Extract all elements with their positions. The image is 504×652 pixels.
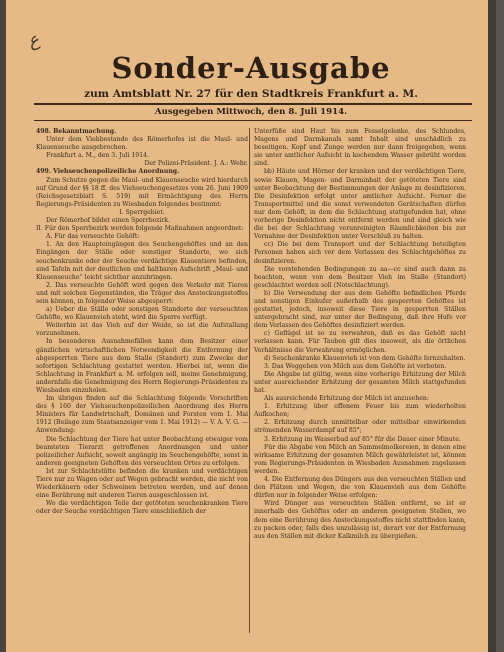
paragraph: 2. Erhitzung durch unmittelbar oder mittelbar einwirkenden strömenden Wasserdampf auf 85°; [254, 419, 466, 435]
paragraph: Unter dem Viehbestande des Römerhofes ist die Maul- und Klauenseuche ausgebrochen. [36, 136, 248, 152]
paragraph: 498. Bekanntmachung. [36, 128, 117, 135]
paragraph: b) Die Verwendung der aus dem Gehöfte befindlichen Pferde und sonstigen Einhufer außerhalb des gesperrten Gehöftes ist gestattet, jedoch, insoweit diese Tiere in gesperrten Ställen untergebracht sind, nur unter der Bedingung, daß ihre Hufe vor dem Verlassen des Gehöftes desinfiziert werden. [254, 289, 466, 330]
paragraph: c) Geflügel ist so zu verwahren, daß es das Gehöft nicht verlassen kann. Für Tauben gilt dies insoweit, als die örtlichen Verhältnisse die Verwahrung ermöglichen. [254, 330, 466, 354]
paragraph: Die vorstehenden Bedingungen zu aa—cc sind auch dann zu beachten, wenn von dem Besitzer Vieh im Stalle (Standort) geschlachtet werden soll (Notschlachtung). [254, 265, 466, 289]
text-column-right [254, 128, 466, 633]
paragraph: bb) Häute und Hörner der kranken und der verdächtigen Tiere, sowie Klauen, Magen- und Darminhalt der getöteten Tiere sind unter Beobachtung der Bestimmungen der Anlage zu desinfizieren. Die Desinfektion erfolgt unter amtlicher Aufsicht. Ferner die Transportmittel und die sonst verwendeten Gerätschaften dürfen nur dem Gehöft, in dem die Schlachtung stattgefunden hat, ohne vorherige Desinfektion nicht entfernt werden und sind gleich wie die bei der Schlachtung verunreinigten Räumlichkeiten bis zur Vornahme der Desinfektion unter Verschluß zu halten. [254, 168, 466, 241]
paragraph: Für die Abgabe von Milch an Sammelmolkereien, in denen eine wirksame Erhitzung der gesamten Milch gewährleistet ist, können vom Regierungs-Präsidenten in Wiesbaden Ausnahmen zugelassen werden. [254, 443, 466, 475]
paragraph: Die Schlachtung der Tiere hat unter Beobachtung etwaiger vom beamteten Tierarzt getroffenen Anordnungen und unter polizeilicher Aufsicht, soweit angängig im Seuchengehöfte, sonst in anderen geeigneten Gehöften des verseuchten Ortes zu erfolgen. [36, 435, 248, 467]
paragraph: Unterfüße sind Haut bis zum Fesselgelenke, des Schlundes, Magens und Darmkanals samt Inhalt sind unschädlich zu beseitigen. Kopf und Zunge werden nur dann freigegeben, wenn sie unter amtlicher Aufsicht in kochendem Wasser gebrüht worden sind. [254, 128, 466, 168]
masthead-rule-bottom [34, 120, 472, 121]
paragraph: II. Für den Sperrbezirk werden folgende Maßnahmen angeordnet: [36, 225, 244, 233]
paragraph: 1. Erhitzung über offenem Feuer bis zum wiederholten Aufkochen; [254, 403, 466, 419]
paragraph: Die Abgabe ist gültig, wenn eine vorherige Erhitzung der Milch unter ausreichender Erhitzung der gesamten Milch stattgefunden hat. [254, 370, 466, 394]
paragraph: 2. Das verseuchte Gehöft wird gegen den Verkehr mit Tieren und mit solchen Gegenständen, die Träger des Ansteckungsstoffes sein können, in folgender Weise abgesperrt: [36, 281, 248, 305]
paragraph: 3. Das Weggeben von Milch aus dem Gehöfte ist verboten. [264, 362, 447, 370]
paragraph: Ist zur Schlachtstätte befinden die kranken und verdächtigen Tiere nur zu Wagen oder auf Wegen gebracht werden, die nicht von Wiederkäuern oder Schweinen betreten werden, und auf denen eine Berührung mit anderen Tieren ausgeschlossen ist. [36, 467, 248, 500]
paragraph: Der Römerhof bildet einen Sperrbezirk. [46, 217, 170, 225]
paragraph: In besonderen Ausnahmefällen kann dem Besitzer einer gänzlichen wirtschaftlichen Notwendigkeit die Entfernung der abgesperrten Tiere aus dem Stalle (Standort) zum Zwecke der sofortigen Schlachtung gestattet werden. Hierbei ist, wenn die Schlachtung in Frankfurt a. M. erfolgen soll, meine Genehmigung, andernfalls die Genehmigung des Herrn Regierungs-Präsidenten zu Wiesbaden einzuholen. [36, 338, 248, 394]
page-edge [488, 0, 496, 652]
issue-dateline: Ausgegeben Mittwoch, den 8. Juli 1914. [154, 107, 348, 117]
paragraph: d) Seuchenkranke Klauenvieh ist von dem Gehöfte fernzuhalten. [264, 354, 466, 362]
paragraph: Im übrigen finden auf die Schlachtung folgende Vorschriften des § 160 der Viehseuchenpolizeilichen Anordnung des Herrn Ministers für Landwirtschaft, Domänen und Forsten vom 1. Mai 1912 (Beilage zum Staatsanzeiger vom 1. Mai 1912) — V. A. V. G. — Anwendung: [36, 395, 248, 435]
paragraph: I. Sperrgebiet. [119, 208, 165, 216]
paragraph: Weiterhin ist das Vieh auf der Weide, so ist die Aufstallung vorzunehmen. [36, 322, 248, 338]
paragraph: 4. Die Entfernung des Düngers aus den verseuchten Ställen und den Plätzen und Wegen, die von Klauenvieh aus dem Gehöfte dürfen nur in folgender Weise erfolgen: [254, 476, 466, 500]
paragraph: Zum Schutze gegen die Maul- und Klauenseuche wird hierdurch auf Grund der §§ 18 ff. des Viehseuchengesetzes vom 26. Juni 1909 (Reichsgesetzblatt S. 519) mit Ermächtigung des Herrn Regierungs-Präsidenten zu Wiesbaden folgendes bestimmt: [36, 176, 248, 208]
paragraph: A. Für das verseuchte Gehöft: [46, 233, 140, 241]
paragraph: Als ausreichende Erhitzung der Milch ist anzusehen: [264, 395, 429, 403]
paragraph: Frankfurt a. M., den 3. Juli 1914. [46, 152, 149, 160]
masthead-rule-top [34, 103, 472, 105]
paragraph: cc) Die bei dem Transport und der Schlachtung beteiligten Personen haben sich vor dem Verlassen des Schlachtgehöftes zu desinfizieren. [254, 241, 466, 265]
paragraph: 1. An den Haupteingängen des Seuchengehöftes und an den Eingängen der Ställe oder sonstiger Standorte, wo sich seuchenkranke oder der Seuche verdächtige Klauentiere befinden, sind Tafeln mit der deutlichen und haltbaren Aufschrift „Maul- und Klauenseuche“ leicht sichtbar anzubringen. [36, 241, 248, 281]
paragraph: Wo die verdächtigen Teile der getöteten seuchenkranken Tiere oder der Seuche verdächtigen Tiere einschließlich der [36, 500, 248, 516]
paragraph: a) Ueber die Ställe oder sonstigen Standorte der verseuchten Gehöfte, wo Klauenvieh steht, wird die Sperre verfügt. [36, 306, 248, 322]
masthead-title: Sonder-Ausgabe [111, 51, 391, 85]
handwritten-mark: ع [24, 28, 43, 53]
paragraph: 3. Erhitzung im Wasserbad auf 85° für die Dauer einer Minute. [264, 435, 461, 443]
paragraph: 499. Viehseuchenpolizeiliche Anordnung. [36, 168, 180, 176]
document-page [6, 0, 496, 652]
text-column-left [36, 128, 248, 633]
paragraph: Der Polizei-Präsident. J. A.: Wehr. [144, 160, 248, 168]
masthead-subtitle: zum Amtsblatt Nr. 27 für den Stadtkreis Frankfurt a. M. [84, 88, 418, 100]
paragraph: Wird Dünger aus verseuchten Ställen entfernt, so ist er innerhalb des Gehöftes oder an anderen geeigneten Stellen, wo dem eine Berührung des Ansteckungsstoffes nicht stattfinden kann, zu packen oder, falls dies unzulässig ist, derart vor der Entfernung aus den Ställen mit dicker Kalkmilch zu übergießen. [254, 500, 466, 540]
column-divider [249, 128, 250, 633]
